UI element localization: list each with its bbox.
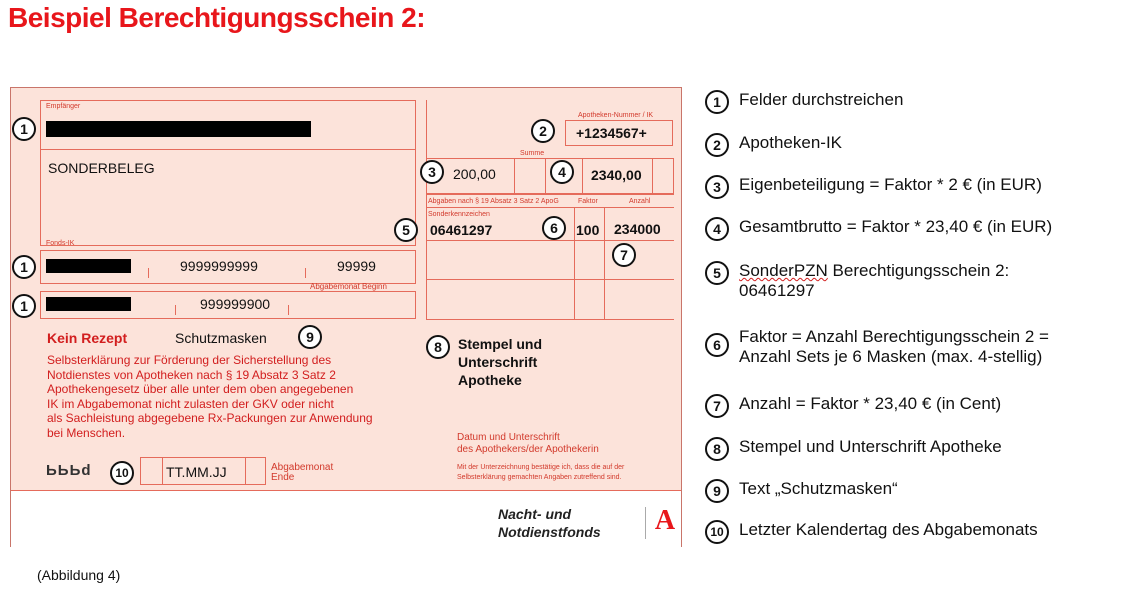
- marker-2: 2: [531, 119, 555, 143]
- legend-item-2: [705, 133, 842, 157]
- legend-line: Anzahl Sets je 6 Masken (max. 4-stellig): [739, 347, 1043, 366]
- anzahl-value: 234000: [614, 221, 661, 237]
- sonderpzn-word: SonderPZN: [739, 261, 828, 280]
- legend-line: SonderPZN Berechtigungsschein 2:: [739, 261, 1010, 280]
- legend-text: Gesamtbrutto = Faktor * 23,40 € (in EUR): [739, 217, 1053, 236]
- fonds-ik-second: 99999: [337, 258, 376, 274]
- legend-text: Apotheken-IK: [739, 133, 843, 152]
- summe-label: Summe: [520, 150, 545, 157]
- sonderbeleg-text: SONDERBELEG: [48, 160, 155, 176]
- sonderkennzeichen-label: Sonderkennzeichen: [428, 211, 490, 218]
- description-text: Selbsterklärung zur Förderung der Sicherstellung des Notdienstes von Apotheken nach § 19 Absatz 3 Satz 2 Apothekengesetz über alle unter dem oben angegebenen IK im Abgabemonat nicht zulasten der GKV oder nicht als Sachleistung abgegebene Rx-Packungen zur Anwendung bei Menschen.: [47, 353, 373, 440]
- legend-text: Text „Schutzmasken“: [739, 479, 898, 498]
- stempel-text: Stempel und Unterschrift Apotheke: [458, 336, 543, 388]
- page-title: Beispiel Berechtigungsschein 2:: [8, 2, 426, 33]
- legend-marker: 2: [705, 133, 729, 157]
- apotheken-nummer-value: +1234567+: [576, 125, 647, 141]
- legend-item-1: [705, 90, 903, 114]
- marker-9: 9: [298, 325, 322, 349]
- legend-text: Felder durchstreichen: [739, 90, 904, 109]
- bestaetigung-text: Mit der Unterzeichnung bestätige ich, dass die auf der Selbsterklärung gemachten Angaben zutreffend sind.: [457, 464, 625, 481]
- legend-item-4: [705, 217, 1052, 241]
- abgaben-label: Abgaben nach § 19 Absatz 3 Satz 2 ApoG: [428, 198, 559, 205]
- marker-8: 8: [426, 335, 450, 359]
- legend-marker: 10: [705, 520, 729, 544]
- nacht-notdienstfonds-logo-text: Nacht- und Notdienstfonds: [498, 506, 601, 540]
- datum-unterschrift-text: Datum und Unterschrift des Apothekers/der Apothekerin: [457, 432, 599, 455]
- legend-line: Faktor = Anzahl Berechtigungsschein 2 =: [739, 327, 1049, 346]
- marker-5: 5: [394, 218, 418, 242]
- legend-item-3: [705, 175, 1042, 199]
- legend-text: Letzter Kalendertag des Abgabemonats: [739, 520, 1038, 539]
- legend-item-6: [705, 327, 1049, 367]
- second-ik-value: 999999900: [200, 296, 271, 312]
- legend-text: [739, 261, 1009, 301]
- legend-item-10: [705, 520, 1038, 544]
- redaction-bar-second: [46, 297, 131, 311]
- faktor-label: Faktor: [578, 198, 598, 205]
- legend-marker: 7: [705, 394, 729, 418]
- marker-10: 10: [110, 461, 134, 485]
- legend-text: Eigenbeteiligung = Faktor * 2 € (in EUR): [739, 175, 1042, 194]
- redaction-bar-empfaenger: [46, 121, 311, 137]
- marker-3: 3: [420, 160, 444, 184]
- fonds-ik-value: 9999999999: [180, 258, 258, 274]
- redaction-bar-fonds: [46, 259, 131, 273]
- marker-1-fonds: 1: [12, 255, 36, 279]
- legend-marker: 1: [705, 90, 729, 114]
- abgabemonat-ende-label: Abgabemonat Ende: [271, 462, 334, 483]
- faktor-value: 100: [576, 222, 600, 238]
- legend-marker: 8: [705, 437, 729, 461]
- legend-marker: 5: [705, 261, 729, 285]
- schutzmasken-text: Schutzmasken: [175, 330, 267, 346]
- gesamtbrutto-value: 2340,00: [591, 167, 642, 183]
- apotheken-nummer-label: Apotheken-Nummer / IK: [578, 112, 654, 119]
- legend-item-9: [705, 479, 898, 503]
- anzahl-label: Anzahl: [629, 198, 651, 205]
- legend-line: 06461297: [739, 281, 815, 300]
- legend-marker: 3: [705, 175, 729, 199]
- marker-7: 7: [612, 243, 636, 267]
- figure-caption: (Abbildung 4): [37, 567, 121, 583]
- marker-6: 6: [542, 216, 566, 240]
- legend-marker: 6: [705, 333, 729, 357]
- kein-rezept-text: Kein Rezept: [47, 330, 128, 346]
- apotheke-a-icon: A: [654, 505, 676, 536]
- date-value: TT.MM.JJ: [166, 464, 227, 480]
- legend-text: [739, 327, 1049, 367]
- legend-marker: 9: [705, 479, 729, 503]
- legend-marker: 4: [705, 217, 729, 241]
- marker-1-empfaenger: 1: [12, 117, 36, 141]
- marker-4: 4: [550, 160, 574, 184]
- marker-1-second: 1: [12, 294, 36, 318]
- eigenbeteiligung-value: 200,00: [453, 166, 496, 182]
- legend-item-7: [705, 394, 1001, 418]
- fonds-ik-label: Fonds-IK: [46, 240, 75, 247]
- legend-item-5: [705, 261, 1009, 301]
- abgabemonat-beginn-label: Abgabemonat Beginn: [310, 282, 387, 291]
- legend-text: Stempel und Unterschrift Apotheke: [739, 437, 1002, 456]
- empfaenger-label: Empfänger: [46, 103, 81, 110]
- legend-text: Anzahl = Faktor * 23,40 € (in Cent): [739, 394, 1002, 413]
- code-6666: ЬЬЬd: [46, 462, 92, 479]
- sonder-pzn-value: 06461297: [430, 222, 493, 238]
- legend-item-8: [705, 437, 1002, 461]
